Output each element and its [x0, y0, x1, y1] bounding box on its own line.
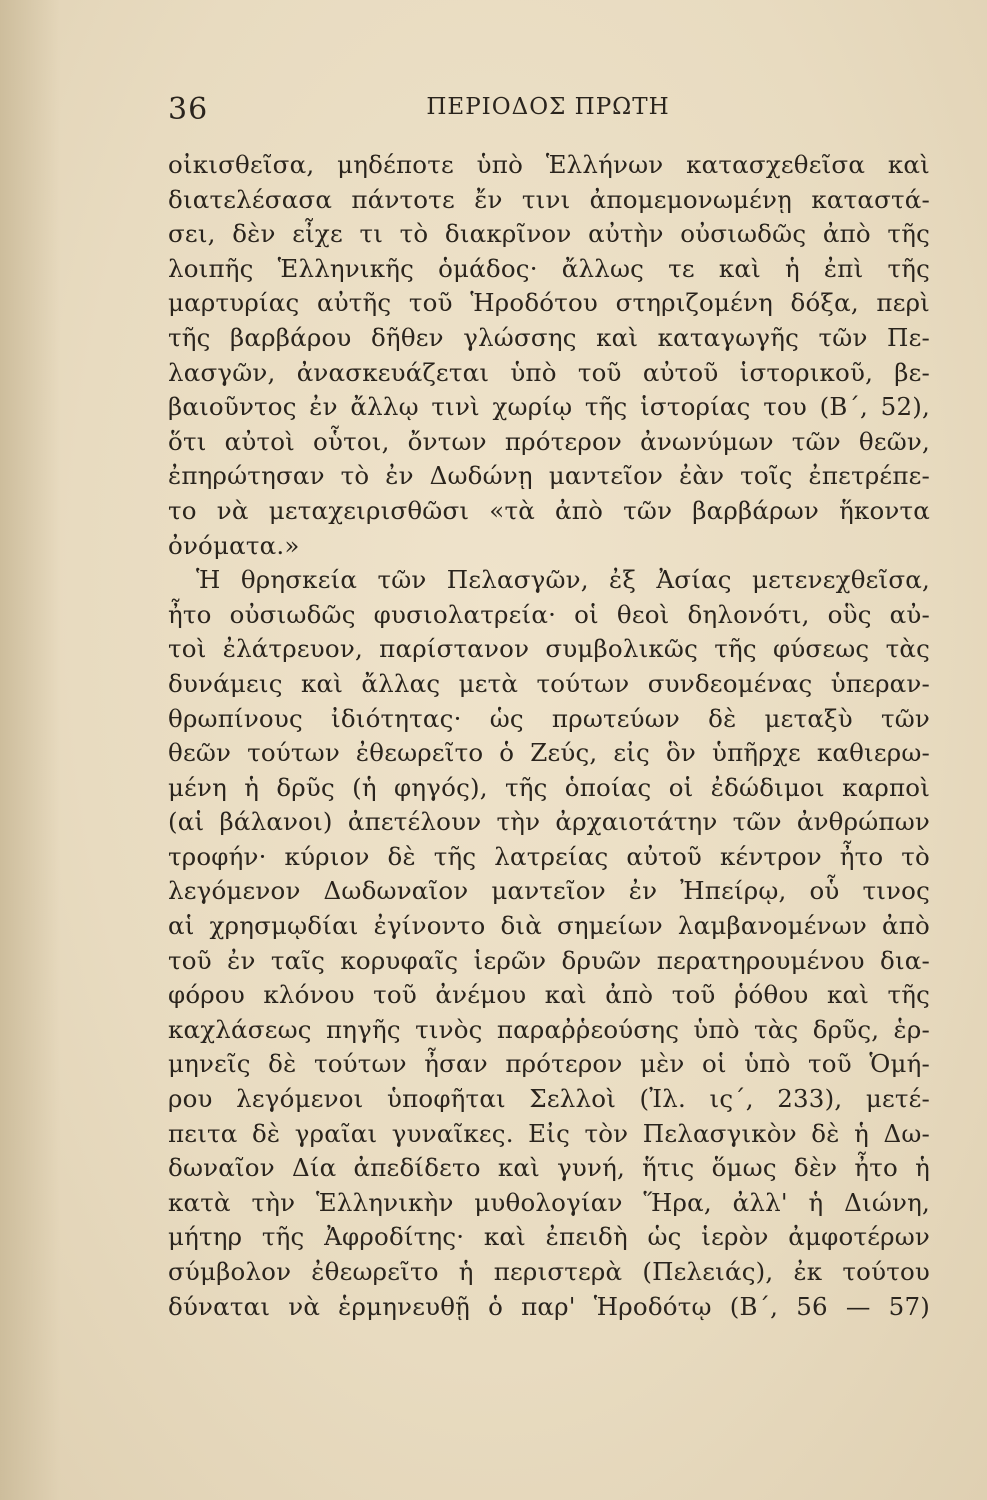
- text-line: ρου λεγόμενοι ὑποφῆται Σελλοὶ (Ἰλ. ις΄, 233), μετέ-: [168, 1084, 930, 1114]
- text-line: φόρου κλόνου τοῦ ἀνέμου καὶ ἀπὸ τοῦ ῥόθου καὶ τῆς: [168, 980, 930, 1010]
- text-line: τῆς βαρβάρου δῆθεν γλώσσης καὶ καταγωγῆς τῶν Πε-: [168, 322, 930, 352]
- page-number: 36: [168, 92, 209, 127]
- text-line: καχλάσεως πηγῆς τινὸς παραῤῥεούσης ὑπὸ τὰς δρῦς, ἑρ-: [168, 1014, 930, 1044]
- text-line: ἦτο οὐσιωδῶς φυσιολατρεία· οἱ θεοὶ δηλονότι, οὓς αὐ-: [168, 599, 930, 629]
- text-line: μαρτυρίας αὐτῆς τοῦ Ἡροδότου στηριζομένη δόξα, περὶ: [168, 288, 930, 318]
- text-line: σύμβολον ἐθεωρεῖτο ἡ περιστερὰ (Πελειάς), ἐκ τούτου: [168, 1257, 930, 1286]
- text-line: τοὶ ἐλάτρευον, παρίστανον συμβολικῶς τῆς φύσεως τὰς: [168, 634, 930, 664]
- page-header: [168, 92, 928, 132]
- text-line: ἐπηρώτησαν τὸ ἐν Δωδώνῃ μαντεῖον ἐὰν τοῖς ἐπετρέπε-: [168, 461, 930, 491]
- text-line: (αἱ βάλανοι) ἀπετέλουν τὴν ἀρχαιοτάτην τῶν ἀνθρώπων: [168, 807, 930, 837]
- text-line: διατελέσασα πάντοτε ἔν τινι ἀπομεμονωμένῃ καταστά-: [168, 184, 930, 214]
- text-line: κατὰ τὴν Ἑλληνικὴν μυθολογίαν Ἥρα, ἀλλ' ἡ Διώνη,: [168, 1187, 930, 1217]
- text-line: το νὰ μεταχειρισθῶσι «τὰ ἀπὸ τῶν βαρβάρων ἥκοντα: [168, 495, 930, 525]
- text-line: πειτα δὲ γραῖαι γυναῖκες. Εἰς τὸν Πελασγικὸν δὲ ἡ Δω-: [168, 1118, 930, 1148]
- text-line: οἰκισθεῖσα, μηδέποτε ὑπὸ Ἑλλήνων κατασχεθεῖσα καὶ: [168, 150, 930, 179]
- text-line: λοιπῆς Ἑλληνικῆς ὁμάδος· ἄλλως τε καὶ ἡ ἐπὶ τῆς: [168, 253, 930, 283]
- text-line: λεγόμενον Δωδωναῖον μαντεῖον ἐν Ἠπείρῳ, οὗ τινος: [168, 876, 930, 906]
- text-line: τοῦ ἐν ταῖς κορυφαῖς ἱερῶν δρυῶν περατηρουμένου δια-: [168, 945, 930, 975]
- body-text: [168, 148, 930, 1324]
- text-line: αἱ χρησμῳδίαι ἐγίνοντο διὰ σημείων λαμβανομένων ἀπὸ: [168, 911, 930, 941]
- paragraph-first-line: Ἡ θρησκεία τῶν Πελασγῶν, ἐξ Ἀσίας μετενεχθεῖσα,: [196, 565, 930, 595]
- text-line: μήτηρ τῆς Ἀφροδίτης· καὶ ἐπειδὴ ὡς ἱερὸν ἀμφοτέρων: [168, 1222, 930, 1252]
- text-line: μένη ἡ δρῦς (ἡ φηγός), τῆς ὁποίας οἱ ἐδώδιμοι καρποὶ: [168, 772, 930, 802]
- text-line: βαιοῦντος ἐν ἄλλῳ τινὶ χωρίῳ τῆς ἱστορίας του (Β΄, 52),: [168, 392, 930, 422]
- text-line: θρωπίνους ἰδιότητας· ὡς πρωτεύων δὲ μεταξὺ τῶν: [168, 703, 930, 733]
- text-line: δύναται νὰ ἑρμηνευθῇ ὁ παρ' Ἡροδότῳ (Β΄, 56 — 57): [168, 1291, 930, 1321]
- text-line: λασγῶν, ἀνασκευάζεται ὑπὸ τοῦ αὐτοῦ ἱστορικοῦ, βε-: [168, 357, 930, 387]
- page-gutter-shadow: [0, 0, 60, 1500]
- text-line: θεῶν τούτων ἐθεωρεῖτο ὁ Ζεύς, εἰς ὃν ὑπῆρχε καθιερω-: [168, 738, 930, 768]
- text-line: δυνάμεις καὶ ἄλλας μετὰ τούτων συνδεομένας ὑπεραν-: [168, 668, 930, 698]
- text-line: ὀνόματα.»: [168, 530, 300, 560]
- text-line: τροφήν· κύριον δὲ τῆς λατρείας αὐτοῦ κέντρον ἦτο τὸ: [168, 841, 930, 871]
- text-line: δωναῖον Δία ἀπεδίδετο καὶ γυνή, ἥτις ὅμως δὲν ἦτο ἡ: [168, 1153, 930, 1183]
- running-title: ΠΕΡΙΟΔΟΣ ΠΡΩΤΗ: [426, 94, 670, 120]
- text-line: μηνεῖς δὲ τούτων ἦσαν πρότερον μὲν οἱ ὑπὸ τοῦ Ὁμή-: [168, 1049, 930, 1079]
- text-line: ὅτι αὐτοὶ οὗτοι, ὄντων πρότερον ἀνωνύμων τῶν θεῶν,: [168, 426, 930, 456]
- text-line: σει, δὲν εἶχε τι τὸ διακρῖνον αὐτὴν οὐσιωδῶς ἀπὸ τῆς: [168, 219, 930, 249]
